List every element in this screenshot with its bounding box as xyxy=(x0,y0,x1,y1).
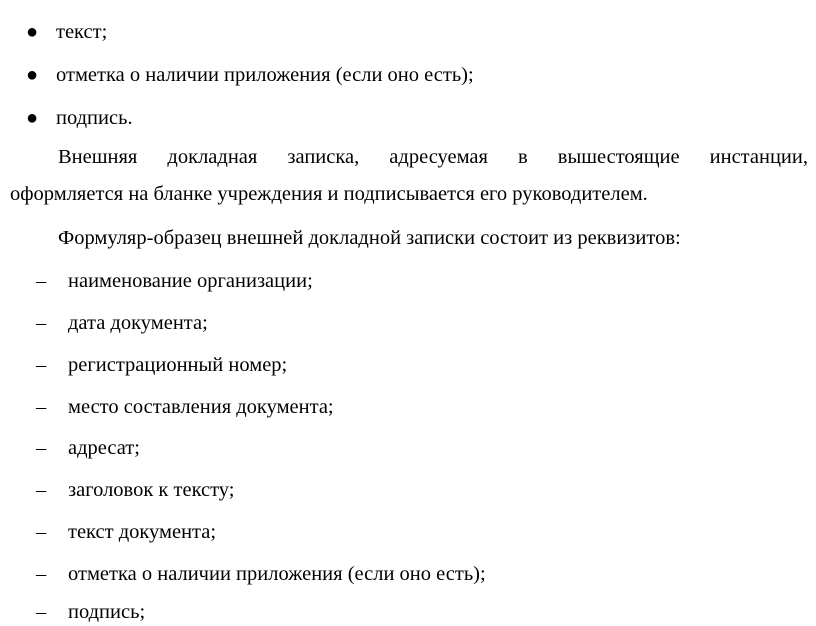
bullet-icon: ● xyxy=(26,21,39,43)
dash-icon: – xyxy=(36,354,47,376)
dash-item-text: наименование организации; xyxy=(68,270,313,292)
paragraph-1-line-1: Внешняя докладная записка, адресуемая в вышестоящие инстанции, xyxy=(58,146,808,168)
bullet-icon: ● xyxy=(26,107,39,129)
dash-item-text: подпись; xyxy=(68,601,146,623)
paragraph-2: Формуляр-образец внешней докладной записки состоит из реквизитов: xyxy=(58,227,681,249)
bullet-item-text: подпись. xyxy=(56,107,133,129)
dash-icon: – xyxy=(36,270,47,292)
bullet-item-text: текст; xyxy=(56,21,108,43)
dash-item-text: заголовок к тексту; xyxy=(68,479,235,501)
dash-icon: – xyxy=(36,312,47,334)
dash-icon: – xyxy=(36,521,47,543)
dash-icon: – xyxy=(36,479,47,501)
dash-item-text: отметка о наличии приложения (если оно есть); xyxy=(68,563,486,585)
dash-item-text: адресат; xyxy=(68,437,140,459)
dash-icon: – xyxy=(36,601,47,623)
dash-item-text: регистрационный номер; xyxy=(68,354,288,376)
dash-icon: – xyxy=(36,437,47,459)
dash-item-text: дата документа; xyxy=(68,312,208,334)
dash-item-text: текст документа; xyxy=(68,521,217,543)
bullet-icon: ● xyxy=(26,64,39,86)
dash-icon: – xyxy=(36,563,47,585)
dash-icon: – xyxy=(36,396,47,418)
bullet-item-text: отметка о наличии приложения (если оно есть); xyxy=(56,64,474,86)
dash-item-text: место составления документа; xyxy=(68,396,334,418)
paragraph-1-line-2: оформляется на бланке учреждения и подписывается его руководителем. xyxy=(10,183,648,205)
